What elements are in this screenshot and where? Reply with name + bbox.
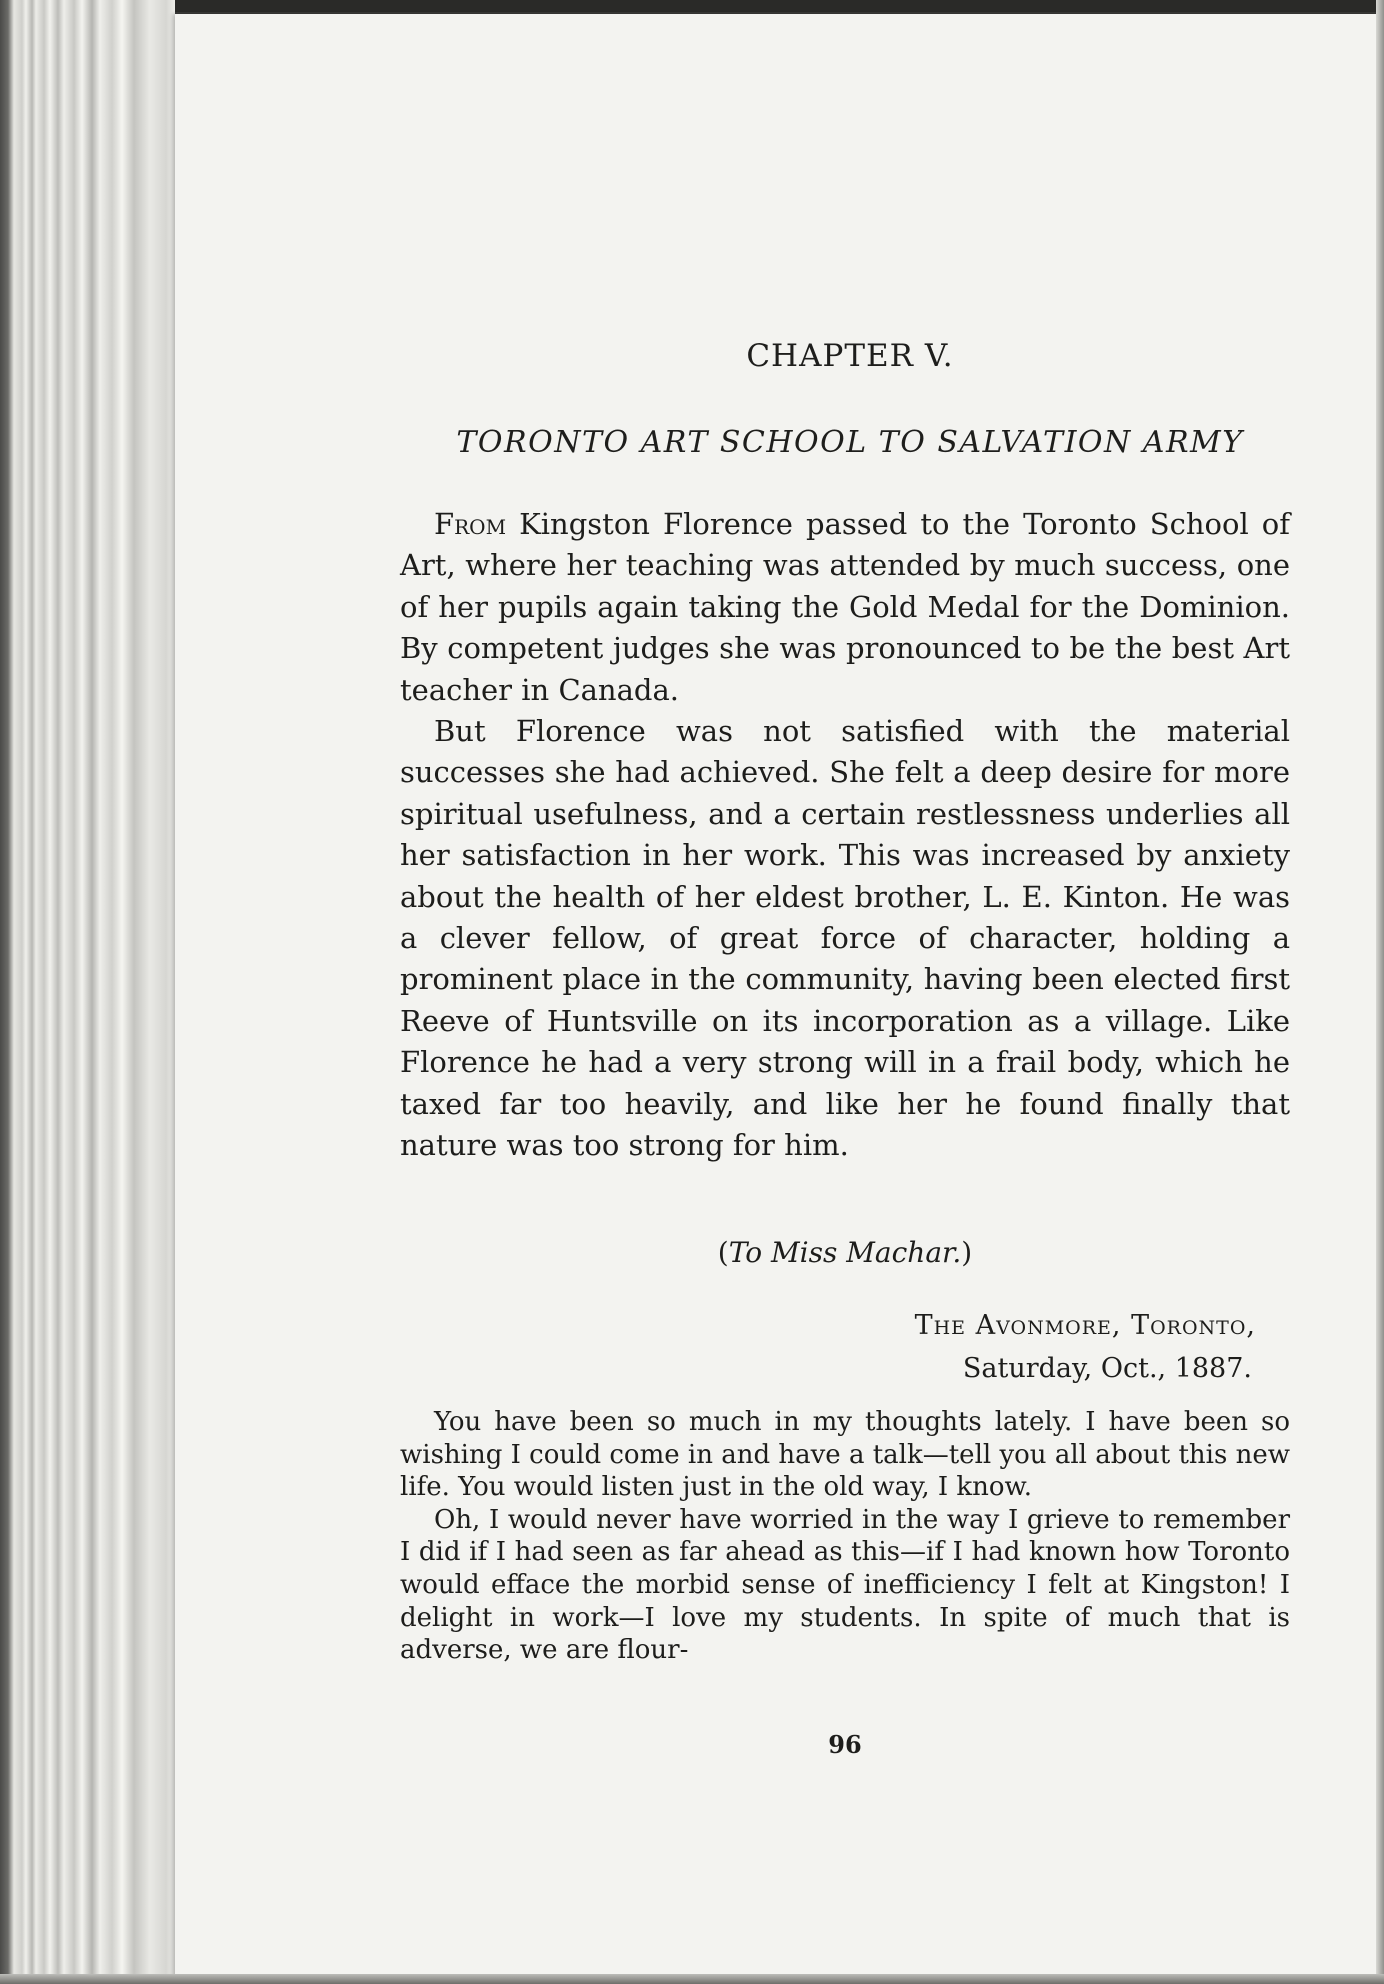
letter-text <box>400 1406 1290 1667</box>
letter-paragraph-1: You have been so much in my thoughts lately. I have been so wishing I could come in and have a talk—tell you all about this new life. You would listen just in the old way, I know. <box>400 1407 1290 1503</box>
paragraph-1-text: Kingston Florence passed to the Toronto School of Art, where her teaching was attended by much success, one of her pupils again taking the Gold Medal for the Dominion. By competent judges she was pronounced to be the best Art teacher in Canada. <box>400 507 1290 707</box>
top-edge <box>0 0 1384 12</box>
letter-date: Saturday, Oct., 1887. <box>962 1353 1252 1384</box>
letter-paragraph-2: Oh, I would never have worried in the way I grieve to remember I did if I had seen as far ahead as this—if I had known how Toronto would efface the morbid sense of inefficiency I felt at Kingston! I delight in work—I love my students. In spite of much that is adverse, we are flour- <box>400 1504 1290 1666</box>
paragraph-1-lead: From <box>434 507 507 541</box>
bottom-edge <box>0 1974 1384 1984</box>
paragraph-1 <box>400 504 1290 711</box>
letter-recipient: (To Miss Machar.) <box>717 1236 973 1269</box>
letter-address: The Avonmore, Toronto, <box>914 1310 1256 1341</box>
page-number: 96 <box>828 1730 862 1759</box>
letter-recipient-name: To Miss Machar. <box>728 1236 962 1269</box>
body-text <box>400 504 1290 1167</box>
paragraph-2: But Florence was not satisfied with the material successes she had achieved. She felt a deep desire for more spiritual usefulness, and a certain restlessness underlies all her satisfaction in her work. This was increased by anxiety about the health of her eldest brother, L. E. Kinton. He was a clever fellow, of great force of character, holding a prominent place in the community, having been elected first Reeve of Huntsville on its incorporation as a village. Like Florence he had a very strong will in a frail body, which he taxed far too heavily, and like her he found finally that nature was too strong for him. <box>400 714 1290 1163</box>
chapter-heading: CHAPTER V. <box>746 338 954 374</box>
chapter-title: TORONTO ART SCHOOL TO SALVATION ARMY <box>456 425 1244 460</box>
page-edges <box>0 0 175 1984</box>
right-edge <box>1376 0 1384 1984</box>
